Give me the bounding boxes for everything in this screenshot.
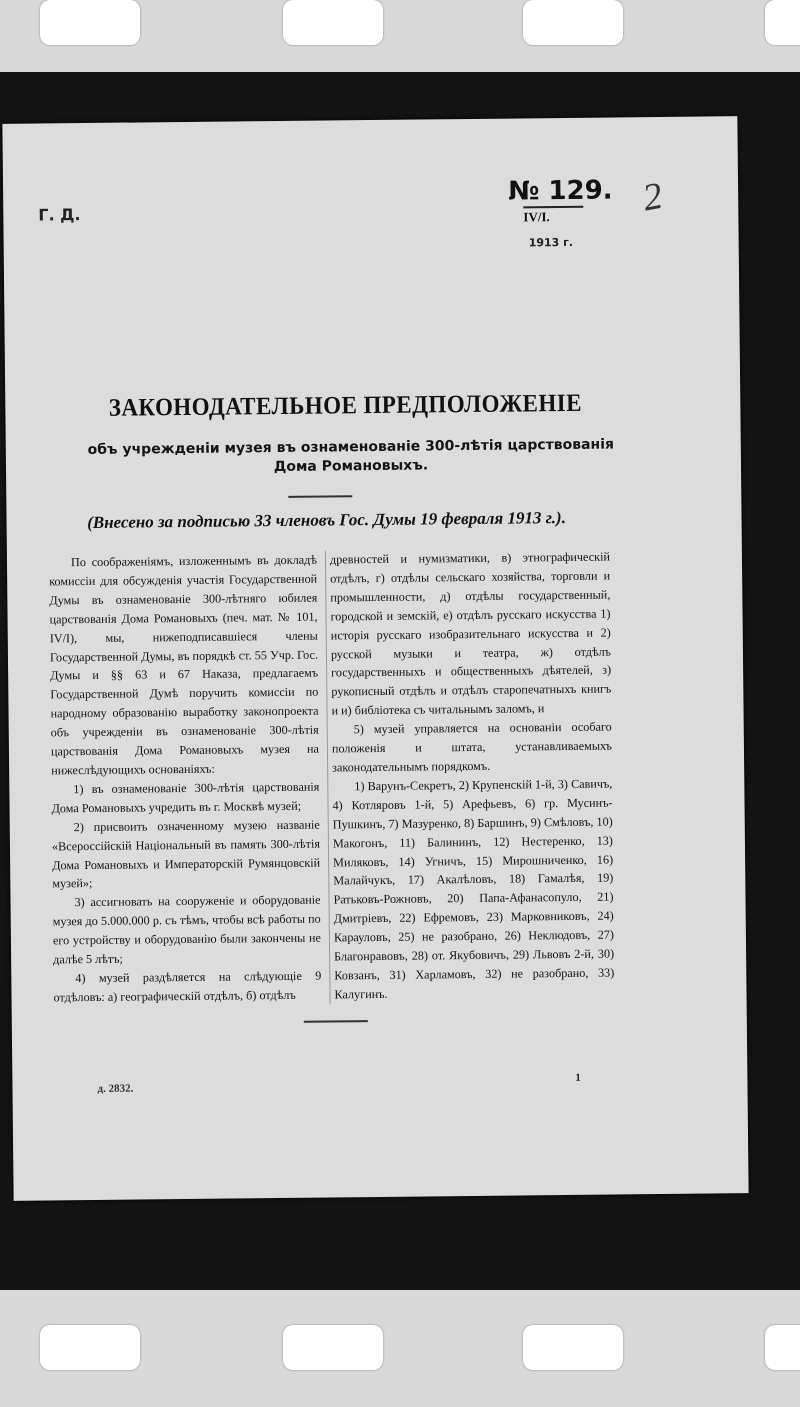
left-column: [49, 551, 322, 1008]
paragraph: По соображеніямъ, изложеннымъ въ докладѣ комиссіи для обсужденія участія Государственной Думы въ ознаменованіе 300-лѣтняго юбилея царствованія Дома Романовыхъ (печ. мат. № 101, IV/I), мы, нижеподписавшіеся члены Государственной Думы, въ порядкѣ ст. 55 Учр. Гос. Думы и §§ 63 и 67 Наказа, предлагаемъ Государственной Думѣ поручить комиссіи по народному образованію выработку законопроекта объ учрежденіи въ ознаменованіе 300-лѣтія царствованія Дома Романовыхъ музея на нижеслѣдующихъ основаніяхъ:: [49, 552, 320, 778]
divider: [288, 495, 352, 498]
sprocket-hole: [765, 0, 800, 45]
sprocket-hole: [40, 1325, 140, 1370]
paragraph: 3) ассигновать на сооруженіе и оборудованіе музея до 5.000.000 р. съ тѣмъ, чтобы всѣ работы по его устройству и оборудованію были закончены не далѣе 5 лѣтъ;: [52, 892, 321, 967]
paragraph: древностей и нумизматики, в) этнографическій отдѣлъ, г) отдѣлы сельскаго хозяйства, торговли и промышленности, д) отдѣлы государственный, городской и земскій, е) отдѣлъ русскаго искусства 1) исторія русскаго изобразительнаго искусства и 2) русской музыки и театра, ж) отдѣлъ государственныхъ и общественныхъ дѣятелей, з) рукописный отдѣлъ и отдѣлъ старопечатныхъ книгъ и и) библіотека съ читальнымъ заломъ, и: [329, 549, 612, 718]
document-title: ЗАКОНОДАТЕЛЬНОЕ ПРЕДПОЛОЖЕНІЕ: [108, 389, 583, 422]
sprocket-hole: [765, 1325, 800, 1370]
sprocket-hole: [283, 0, 383, 45]
page-number: 1: [575, 1071, 581, 1084]
sprocket-hole: [40, 0, 140, 45]
print-code: д. 2832.: [97, 1082, 134, 1095]
document-page: [2, 116, 748, 1201]
sprocket-hole: [523, 1325, 623, 1370]
sprocket-hole: [523, 0, 623, 45]
bottom-divider: [304, 1020, 368, 1023]
paragraph: 5) музей управляется на основаніи особаго положенія и штата, устанавливаемыхъ законодательнымъ порядкомъ.: [331, 719, 612, 775]
paragraph: 1) въ ознаменованіе 300-лѣтія царствованія Дома Романовыхъ учредить въ г. Москвѣ музей;: [51, 779, 320, 816]
document-subtitle: объ учрежденіи музея въ ознаменованіе 300-лѣтія царствованія Дома Романовыхъ.: [87, 436, 615, 476]
paragraph: 2) присвоить означенному музею названіе «Всероссійскій Національный въ память 300-лѣтія Дома Романовыхъ и Императорскій Румянцовскій музей»;: [51, 817, 321, 891]
film-strip-bottom: [0, 1290, 800, 1407]
document-number: № 129.: [507, 175, 613, 207]
session-number: IV/I.: [523, 206, 583, 226]
header-code: Г. Д.: [38, 205, 81, 225]
introduction-note: (Внесено за подписью 33 членовъ Гос. Думы 19 февраля 1913 г.).: [87, 507, 567, 533]
right-column: [325, 548, 615, 1005]
signatories-list: 1) Варунъ-Секретъ, 2) Крупенскій 1-й, 3) Савичъ, 4) Котляровъ 1-й, 5) Арефьевъ, 6) гр. Мусинъ-Пушкинъ, 7) Мазуренко, 8) Баршинъ, 9) Смѣловъ, 10) Макогонъ, 11) Балининъ, 12) Нестеренко, 13) Миляковъ, 14) Угничъ, 15) Мирошниченко, 16) Малайчукъ, 17) Акалѣловъ, 18) Гамалѣя, 19) Ратьковъ-Рожновъ, 20) Папа-Афанасопуло, 21) Дмитріевъ, 22) Ефремовъ, 23) Марковниковъ, 24) Карауловъ, 25) не разобрано, 26) Неклюдовъ, 27) Благонравовъ, 28) от. Якубовичъ, 29) Львовъ 2-й, 30) Ковзанъ, 31) Харламовъ, 32) не разобрано, 33) Калугинъ.: [332, 776, 615, 1002]
paragraph: 4) музей раздѣляется на слѣдующіе 9 отдѣловъ: а) географическій отдѣлъ, б) отдѣлъ: [53, 968, 322, 1005]
sprocket-hole: [283, 1325, 383, 1370]
film-strip-top: [0, 0, 800, 72]
document-year: 1913 г.: [528, 235, 574, 250]
handwritten-number: 2: [639, 174, 666, 220]
